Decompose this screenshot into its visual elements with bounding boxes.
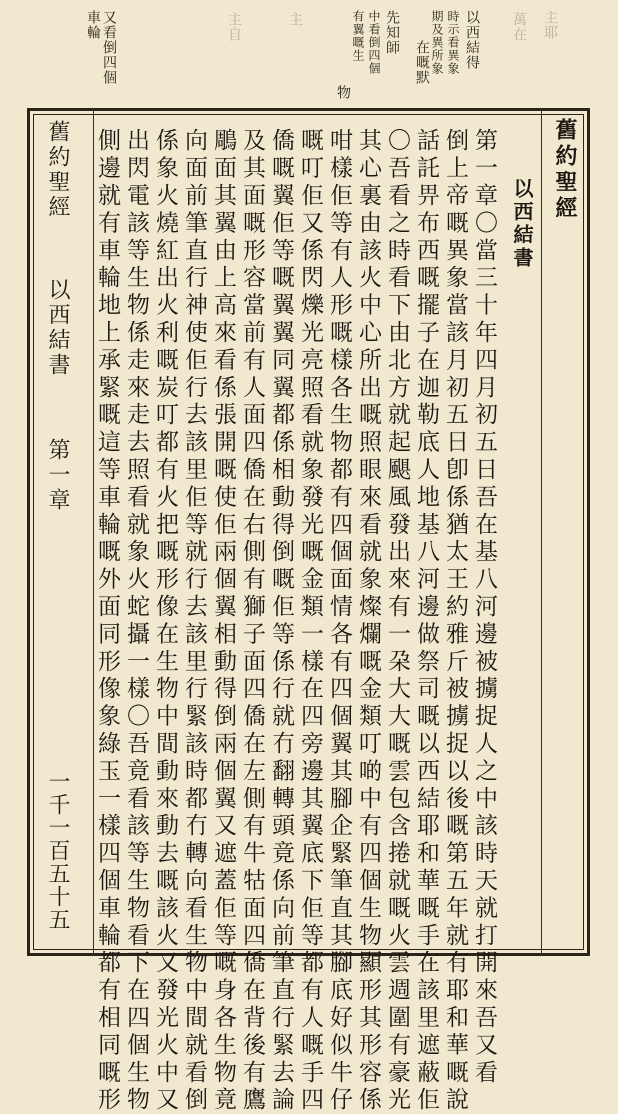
marginal-note: 時示看異象: [446, 10, 460, 75]
footer-chapter: 第一章: [45, 438, 70, 513]
marginal-note: 又看倒四個: [101, 10, 117, 85]
marginal-note: 物: [335, 85, 351, 100]
footer-chapter-book: 以西結書: [45, 278, 70, 378]
body-column: 咁樣佢等有人形嘅樣各生物都有四個面情各有四個翼其腳企緊筆直其腳底好似牛仔: [326, 128, 352, 1114]
header-rule: [541, 111, 542, 953]
body-column: 側邊就有車輪地上承緊嘅這等車輪嘅外面同形像象綠玉一樣四個車輪都有相同嘅形: [94, 128, 120, 1114]
marginal-note: 車輪: [85, 10, 101, 40]
body-column: 其心裏由該火中心所出嘅照眼來看就象燦爛嘅金類叮啲中有四個生物顯形其形容係: [355, 128, 381, 1114]
body-column: 第一章〇當三十年四月初五日吾在基八河邊被擄捉人之中該時天就打開來吾又看: [471, 128, 497, 1087]
body-column: 及其面嘅形容當前有人面四僑在右側有獅子面四僑在左側有牛牯面四僑在背後有鷹: [239, 128, 265, 1114]
faint-note: 萬在: [511, 12, 527, 42]
body-column: 僑嘅翼佢等嘅翼翼同翼都係相動得倒嘅佢等係行就冇翻轉頭竟係向前筆直行緊去論: [268, 128, 294, 1114]
marginal-note: 有翼嘅生: [351, 10, 365, 62]
body-column: 鵰面其翼由上高來看係張開嘅使佢兩個翼相動得倒兩個翼又遮蓋佢等嘅身各生物竟: [210, 128, 236, 1114]
marginal-note: 期及異所象: [430, 10, 444, 75]
marginal-note: 在嘅默: [414, 40, 430, 85]
body-column: 話託畀布西嘅擺子在迦勒底人地基八河邊做祭司嘅以西結耶和華嘅手在該里遮蔽佢: [413, 128, 439, 1114]
book-name: 以西結書: [510, 178, 534, 270]
marginal-note: 中看倒四個: [367, 10, 381, 75]
footer-book: 舊約聖經: [45, 120, 70, 220]
body-column: 向面前筆直行神使佢行去該里佢等就行去該里行緊該時都冇轉向看生物中間就看倒: [181, 128, 207, 1114]
marginal-note: 先知師: [384, 10, 400, 55]
marginal-note: 以西結得: [464, 10, 480, 70]
body-column: 係象火燒紅出火利嘅炭叮都有火把嘅形像在生物中間動來動去嘅該火又發光火中又: [152, 128, 178, 1114]
faint-note: 主自: [226, 12, 242, 42]
body-column: 出閃電該等生物係走來走去照看就象火蛇攝一樣〇吾竟看該等生物看下在四個生物: [123, 128, 149, 1114]
body-column: 倒上帝嘅異象當該月初五日卽係猶太王約雅斤被擄捉以後嘅第五年就有耶和華嘅說: [442, 128, 468, 1114]
faint-note: 主耶: [542, 10, 558, 40]
book-title: 舊約聖經: [552, 118, 578, 222]
page-number: 一千一百五十五: [45, 770, 70, 931]
faint-note: 主: [287, 12, 303, 27]
body-column: 〇吾看之時看下由北方就起颶風發出來有一朶大大嘅雲包含捲就嘅火雲週圍有豪光: [384, 128, 410, 1114]
body-column: 嘅叮佢又係閃爍光亮照看就象發光嘅金類一樣在四旁邊其翼底下佢等都有人嘅手四: [297, 128, 323, 1114]
